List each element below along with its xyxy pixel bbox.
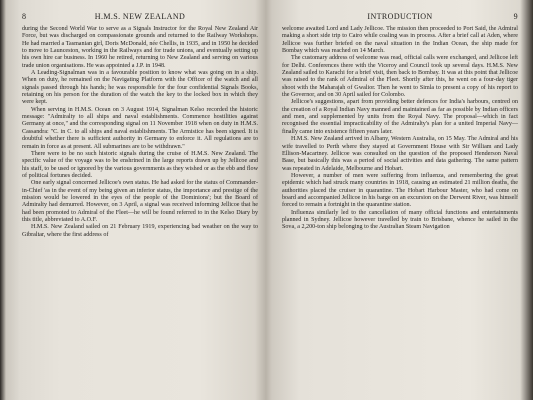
paragraph: There were to be no such historic signals during the cruise of H.M.S. New Zealand. The specific value of the voyage was to be enshrined in the large reports drawn up by Jellicoe and his staff, to be used or ignored by the various governments as they wished or as the ebb and flow of political fortunes decided. <box>22 150 258 179</box>
running-head: H.M.S. NEW ZEALAND <box>94 12 186 21</box>
paragraph: The customary address of welcome was read, official calls were exchanged, and Jellicoe left for Delhi. Conferences there with the Viceroy and Council took up several days. H.M.S. New Zealand sailed to Karachi for a brief visit, then back to Bombay. It was at this point that Jellicoe was raised to the rank of Admiral of the Fleet. Shortly after this, he went on a four-day tiger shoot with the Maharajah of Gwalior. Then he went to Simla to present a copy of his report to the Governor, and on 30 April sailed for Colombo. <box>282 55 518 99</box>
left-page-body <box>22 26 258 239</box>
page-number: 9 <box>513 12 518 21</box>
paragraph: welcome awaited Lord and Lady Jellicoe. The mission then proceeded to Port Said, the Admiral making a short side trip to Cairo while coaling was in process. After a brief call at Aden, where Jellicoe was further briefed on the naval situation in the Indian Ocean, the ship made for Bombay which was reached on 14 March. <box>282 26 518 55</box>
paragraph: One early signal concerned Jellicoe's own status. He had asked for the status of Commander-in-Chief 'as in the event of my being given an inferior status, the importance and prestige of the mission would be lowered in the eyes of the people of the Dominions'; but the Board of Admiralty had demurred. However, on 3 April, a signal was received informing Jellicoe that he had been promoted to Admiral of the Fleet—he will be found referred to in the Kelso Diary by this title, abbreviated to A.O.F. <box>22 180 258 223</box>
paragraph: A Leading-Signalman was in a favourable position to know what was going on in a ship. When on duty, he remained on the Navigating Platform with the Officer of the watch and all signals passed through his hands; he was responsible for the four confidential Signals Books, retaining on his person for the duration of the watch the key to the locked box in which they were kept. <box>22 70 258 106</box>
right-page-header <box>282 12 518 26</box>
running-head: INTRODUCTION <box>367 12 433 21</box>
paragraph: When serving in H.M.S. Ocean on 3 August 1914, Signalman Kelso recorded the historic message: "Admiralty to all ships and naval establishments. Commence hostilities against Germany at once," and the corresponding signal on 11 November 1918 when on duty in H.M.S. Cassandra: "C. in C. to all ships and naval establishments. The Armistice has been signed. It is doubtful whether there is sufficient authority in Germany to enforce it. All regulations are to remain in force as at present. All submarines are to be withdrawn." <box>22 106 258 150</box>
paragraph: H.M.S. New Zealand sailed on 21 February 1919, experiencing bad weather on the way to Gibraltar, where the first address of <box>22 224 258 238</box>
paragraph: Influenza similarly led to the cancellation of many official functions and entertainments planned in Sydney. Jellicoe however travelled by train to Brisbane, whence he sailed in the Sova, a 2,200-ton ship belonging to the Australian Steam Navigation <box>282 209 518 231</box>
paragraph: H.M.S. New Zealand arrived in Albany, Western Australia, on 15 May. The Admiral and his wife travelled to Perth where they stayed at Government House with Sir William and Lady Ellison-Macartney. Jellicoe was consulted on the question of the proposed Henderson Naval Base, but basically this was a period of social activities and data gathering. The same pattern was repeated in Adelaide, Melbourne and Hobart. <box>282 136 518 172</box>
paragraph: Jellicoe's suggestions, apart from providing better defences for India's harbours, centred on the creation of a Royal Indian Navy manned and maintained as far as possible by Indian officers and men, and supplemented by units from the Royal Navy. The proposal—which in fact recognised the essential impracticability of the Admiralty's plan for a united Imperial Navy—finally came into existence fifteen years later. <box>282 99 518 135</box>
left-page-header <box>22 12 258 26</box>
paragraph: However, a number of men were suffering from influenza, and remembering the great epidemic which had struck many countries in 1918, causing an estimated 21 million deaths, the authorities placed the cruiser in quarantine. The Hobart Harbour Master, who had come on board and accompanied Jellicoe in his barge on an excursion on the Derwent River, was himself forced to remain a fortnight in the quarantine station. <box>282 172 518 209</box>
right-page <box>282 12 518 232</box>
page-number: 8 <box>22 12 27 21</box>
right-page-body <box>282 26 518 232</box>
left-page <box>22 12 258 239</box>
paragraph: during the Second World War to serve as a Signals Instructor for the Royal New Zealand Air Force, but was discharged on compassionate grounds and returned to the Railway Workshops. He had married a Tasmanian girl, Doris McDonald, née Chellis, in 1935, and in 1950 he decided to move to Launceston, working in the Railways and for trade unions, and eventually setting up his own hire car business. In 1960 he retired, returning to New Zealand and serving on various trade union organisations. He was appointed a J.P. in 1948. <box>22 26 258 69</box>
